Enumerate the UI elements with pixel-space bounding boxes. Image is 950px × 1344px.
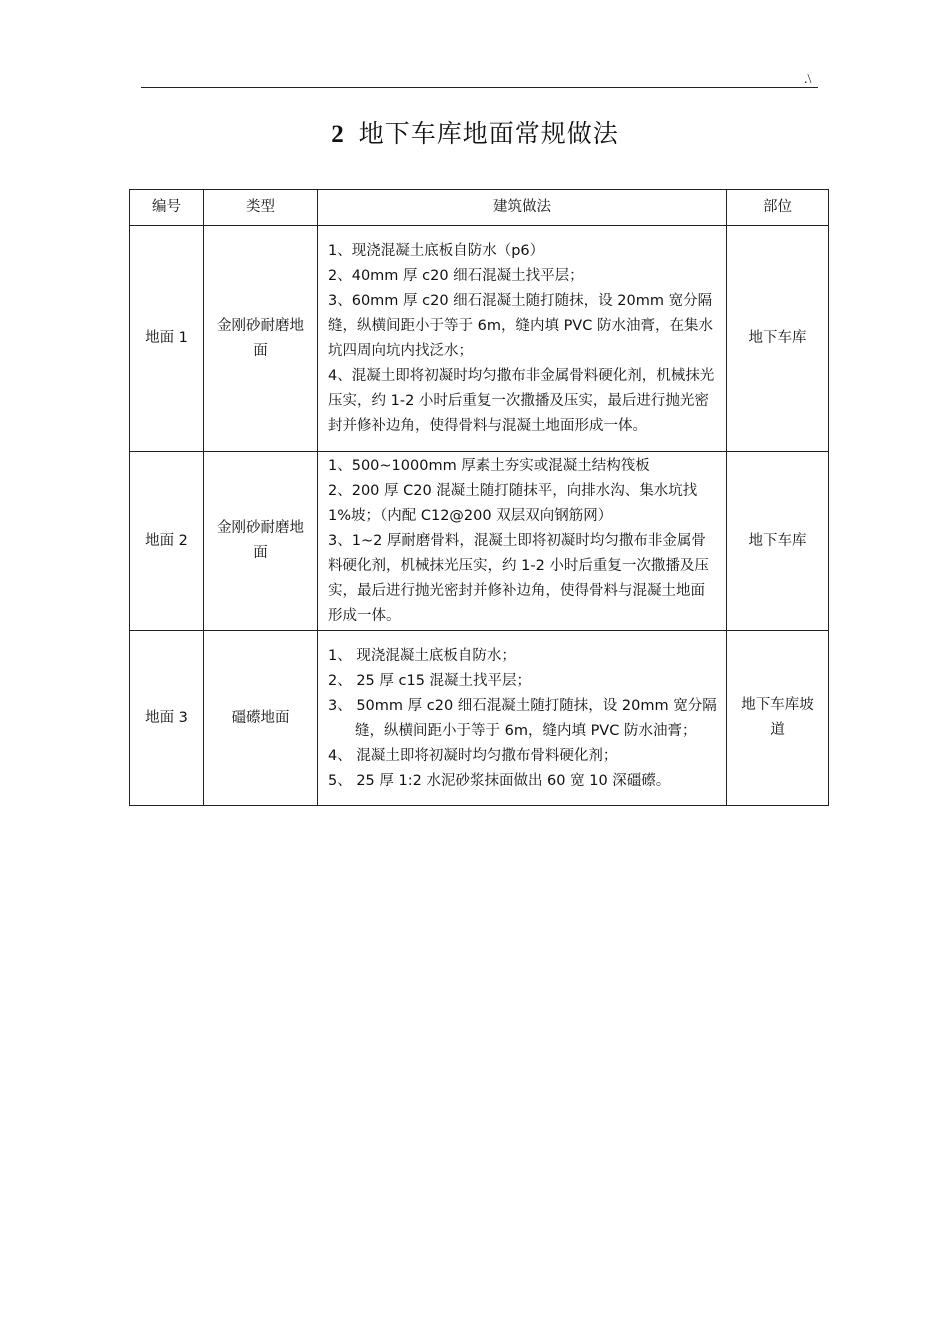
method-step: 2、40mm 厚 c20 细石混凝土找平层；: [328, 268, 584, 284]
row-type: 金刚砂耐磨地面: [204, 452, 318, 631]
method-step: 3、60mm 厚 c20 细石混凝土随打随抹，设 20mm 宽分隔缝，纵横间距小于等于 6m，缝内填 PVC 防水油膏，在集水坑四周向坑内找泛水；: [328, 293, 713, 359]
floor-spec-table: [129, 189, 829, 806]
method-step: 4、混凝土即将初凝时均匀撒布非金属骨料硬化剂，机械抹光压实，约 1-2 小时后重复一次撒播及压实，最后进行抛光密封并修补边角，使得骨料与混凝土地面形成一体。: [328, 368, 715, 434]
table-row: [130, 452, 829, 631]
column-header-location: 部位: [727, 190, 829, 226]
method-step: 3、 50mm 厚 c20 细石混凝土随打随抹，设 20mm 宽分隔缝，纵横间距小于等于 6m，缝内填 PVC 防水油膏；: [328, 697, 717, 739]
method-step: 5、 25 厚 1:2 水泥砂浆抹面做出 60 宽 10 深礓礤。: [328, 772, 671, 789]
header-mark: .\: [804, 72, 812, 87]
method-step: 4、 混凝土即将初凝时均匀撒布骨料硬化剂；: [328, 747, 618, 764]
row-location: 地下车库: [727, 226, 829, 452]
row-type: 礓礤地面: [204, 631, 318, 806]
row-type: 金刚砂耐磨地面: [204, 226, 318, 452]
column-header-id: 编号: [130, 190, 204, 226]
column-header-method: 建筑做法: [318, 190, 727, 226]
row-location: 地下车库坡道: [727, 631, 829, 806]
page-title: [0, 114, 950, 150]
section-number: 2: [331, 121, 345, 148]
method-step: 1、现浇混凝土底板自防水（p6）: [328, 243, 545, 259]
row-method: [318, 631, 727, 806]
table-header-row: [130, 190, 829, 226]
table-row: [130, 226, 829, 452]
column-header-type: 类型: [204, 190, 318, 226]
row-id: 地面 3: [130, 631, 204, 806]
header-rule: [141, 87, 818, 88]
method-step: 2、200 厚 C20 混凝土随打随抹平，向排水沟、集水坑找 1%坡；（内配 C12@200 双层双向钢筋网）: [328, 483, 698, 524]
row-id: 地面 1: [130, 226, 204, 452]
row-id: 地面 2: [130, 452, 204, 631]
row-method: [318, 452, 727, 631]
method-step: 2、 25 厚 c15 混凝土找平层；: [328, 672, 532, 689]
row-location: 地下车库: [727, 452, 829, 631]
section-title: 地下车库地面常规做法: [358, 119, 619, 148]
method-step: 1、 现浇混凝土底板自防水；: [328, 647, 516, 664]
table-row: [130, 631, 829, 806]
row-method: [318, 226, 727, 452]
method-step: 3、1~2 厚耐磨骨料，混凝土即将初凝时均匀撒布非金属骨料硬化剂，机械抹光压实，约 1-2 小时后重复一次撒播及压实，最后进行抛光密封并修补边角，使得骨料与混凝土地面形成一体。: [328, 533, 709, 624]
method-step: 1、500~1000mm 厚素土夯实或混凝土结构筏板: [328, 458, 650, 474]
